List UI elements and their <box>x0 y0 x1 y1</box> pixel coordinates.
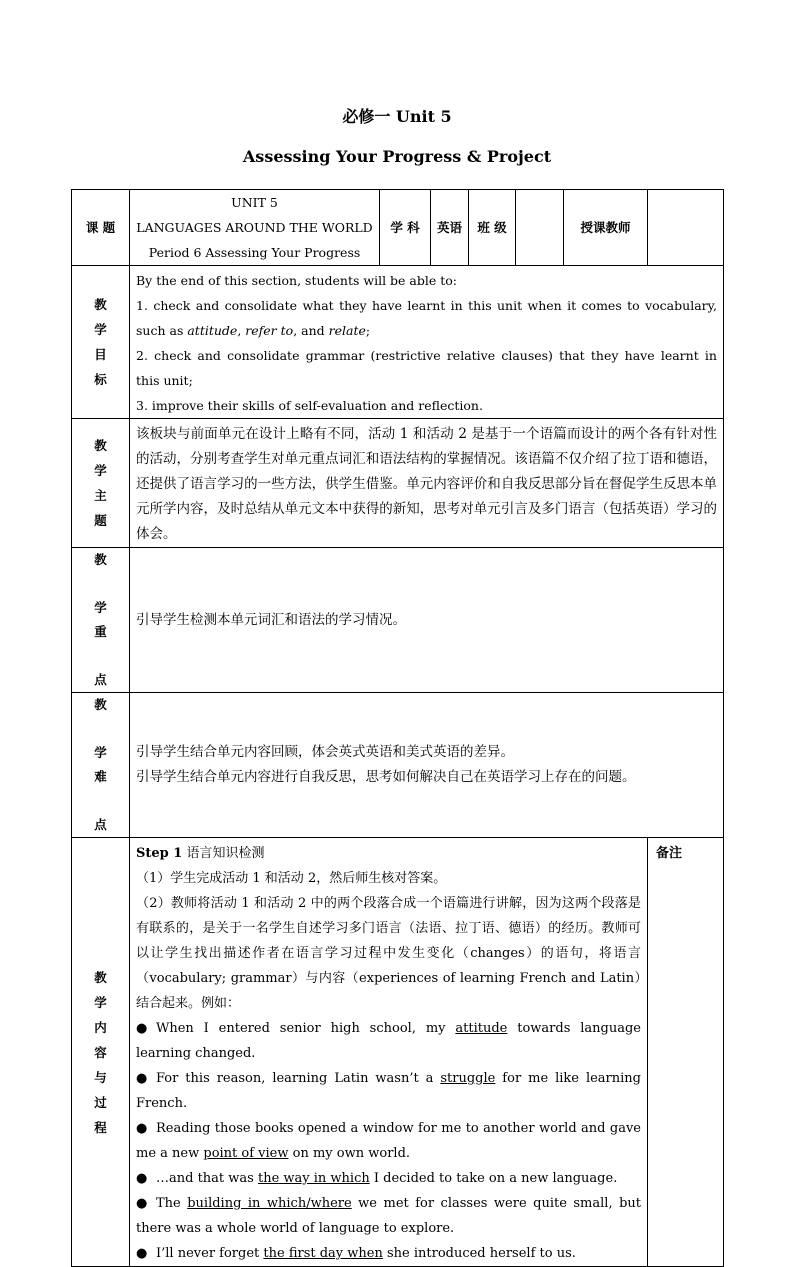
label-difficulties: 教 学 难 点 <box>72 693 130 838</box>
label-key-points: 教 学 重 点 <box>72 548 130 693</box>
objective-item-1: 1. check and consolidate what they have learnt in this unit when it comes to vocabulary, such as attitude, refer to, and relate; <box>136 298 717 338</box>
example-item-6: ● I’ll never forget the first day when she introduced herself to us. <box>136 1246 576 1261</box>
unit-line-2: LANGUAGES AROUND THE WORLD <box>136 220 373 235</box>
unit-line-1: UNIT 5 <box>231 195 278 210</box>
process-paragraph-1: （1）学生完成活动 1 和活动 2，然后师生核对答案。 <box>136 871 447 886</box>
process-row <box>72 838 724 1267</box>
banji-value <box>516 190 564 266</box>
key-points-content: 引导学生检测本单元词汇和语法的学习情况。 <box>130 548 724 693</box>
theme-content: 该板块与前面单元在设计上略有不同，活动 1 和活动 2 是基于一个语篇而设计的两个各有针对性的活动，分别考查学生对单元重点词汇和语法结构的掌握情况。该语篇不仅介绍了拉丁语和德语，还提供了语言学习的一些方法，供学生借鉴。单元内容评价和自我反思部分旨在督促学生反思本单元所学内容，及时总结从单元文本中获得的新知，思考对单元引言及多门语言（包括英语）学习的体会。 <box>130 419 724 548</box>
process-content <box>130 838 648 1267</box>
document-subtitle: Assessing Your Progress & Project <box>242 147 552 166</box>
label-objectives: 教 学 目 标 <box>72 266 130 419</box>
example-item-2: ● For this reason, learning Latin wasn’t a struggle for me like learning French. <box>136 1071 641 1111</box>
example-item-3: ● Reading those books opened a window for me to another world and gave me a new point of view on my own world. <box>136 1121 641 1161</box>
unit-title-cell <box>130 190 380 266</box>
example-item-1: ● When I entered senior high school, my attitude towards language learning changed. <box>136 1021 641 1061</box>
example-item-4: ● …and that was the way in which I decided to take on a new language. <box>136 1171 618 1186</box>
label-xueke: 学 科 <box>380 190 431 266</box>
step-title: Step 1 语言知识检测 <box>136 846 265 861</box>
example-item-5: ● The building in which/where we met for classes were quite small, but there was a whole world of language to explore. <box>136 1196 641 1236</box>
objective-item-3: 3. improve their skills of self-evaluation and reflection. <box>136 398 483 413</box>
objectives-content <box>130 266 724 419</box>
lesson-plan-table <box>71 189 724 1267</box>
label-theme: 教 学 主 题 <box>72 419 130 548</box>
difficulties-row <box>72 693 724 838</box>
notes-cell: 备注 <box>648 838 724 1267</box>
label-teacher: 授课教师 <box>564 190 648 266</box>
theme-row <box>72 419 724 548</box>
unit-line-3: Period 6 Assessing Your Progress <box>148 245 361 260</box>
label-keti: 课 题 <box>72 190 130 266</box>
label-banji: 班 级 <box>469 190 516 266</box>
teacher-value <box>648 190 724 266</box>
objective-item-2: 2. check and consolidate grammar (restrictive relative clauses) that they have learnt in this unit; <box>136 348 717 388</box>
document-title: 必修一 Unit 5 <box>342 107 452 126</box>
key-points-row <box>72 548 724 693</box>
difficulty-line-2: 引导学生结合单元内容进行自我反思，思考如何解决自己在英语学习上存在的问题。 <box>136 769 636 785</box>
difficulty-line-1: 引导学生结合单元内容回顾，体会英式英语和美式英语的差异。 <box>136 744 514 760</box>
xueke-value: 英语 <box>431 190 469 266</box>
process-paragraph-2: （2）教师将活动 1 和活动 2 中的两个段落合成一个语篇进行讲解，因为这两个段落是有联系的，是关于一名学生自述学习多门语言（法语、拉丁语、德语）的经历。教师可以让学生找出描述作者在语言学习过程中发生变化（changes）的语句，将语言（vocabulary; grammar）与内容（experiences of learning French and Latin）结合起来。例如： <box>136 896 641 1011</box>
objectives-intro: By the end of this section, students will be able to: <box>136 273 458 288</box>
objectives-row <box>72 266 724 419</box>
label-process: 教 学 内 容 与 过 程 <box>72 838 130 1267</box>
difficulties-content <box>130 693 724 838</box>
header-row <box>72 190 724 266</box>
